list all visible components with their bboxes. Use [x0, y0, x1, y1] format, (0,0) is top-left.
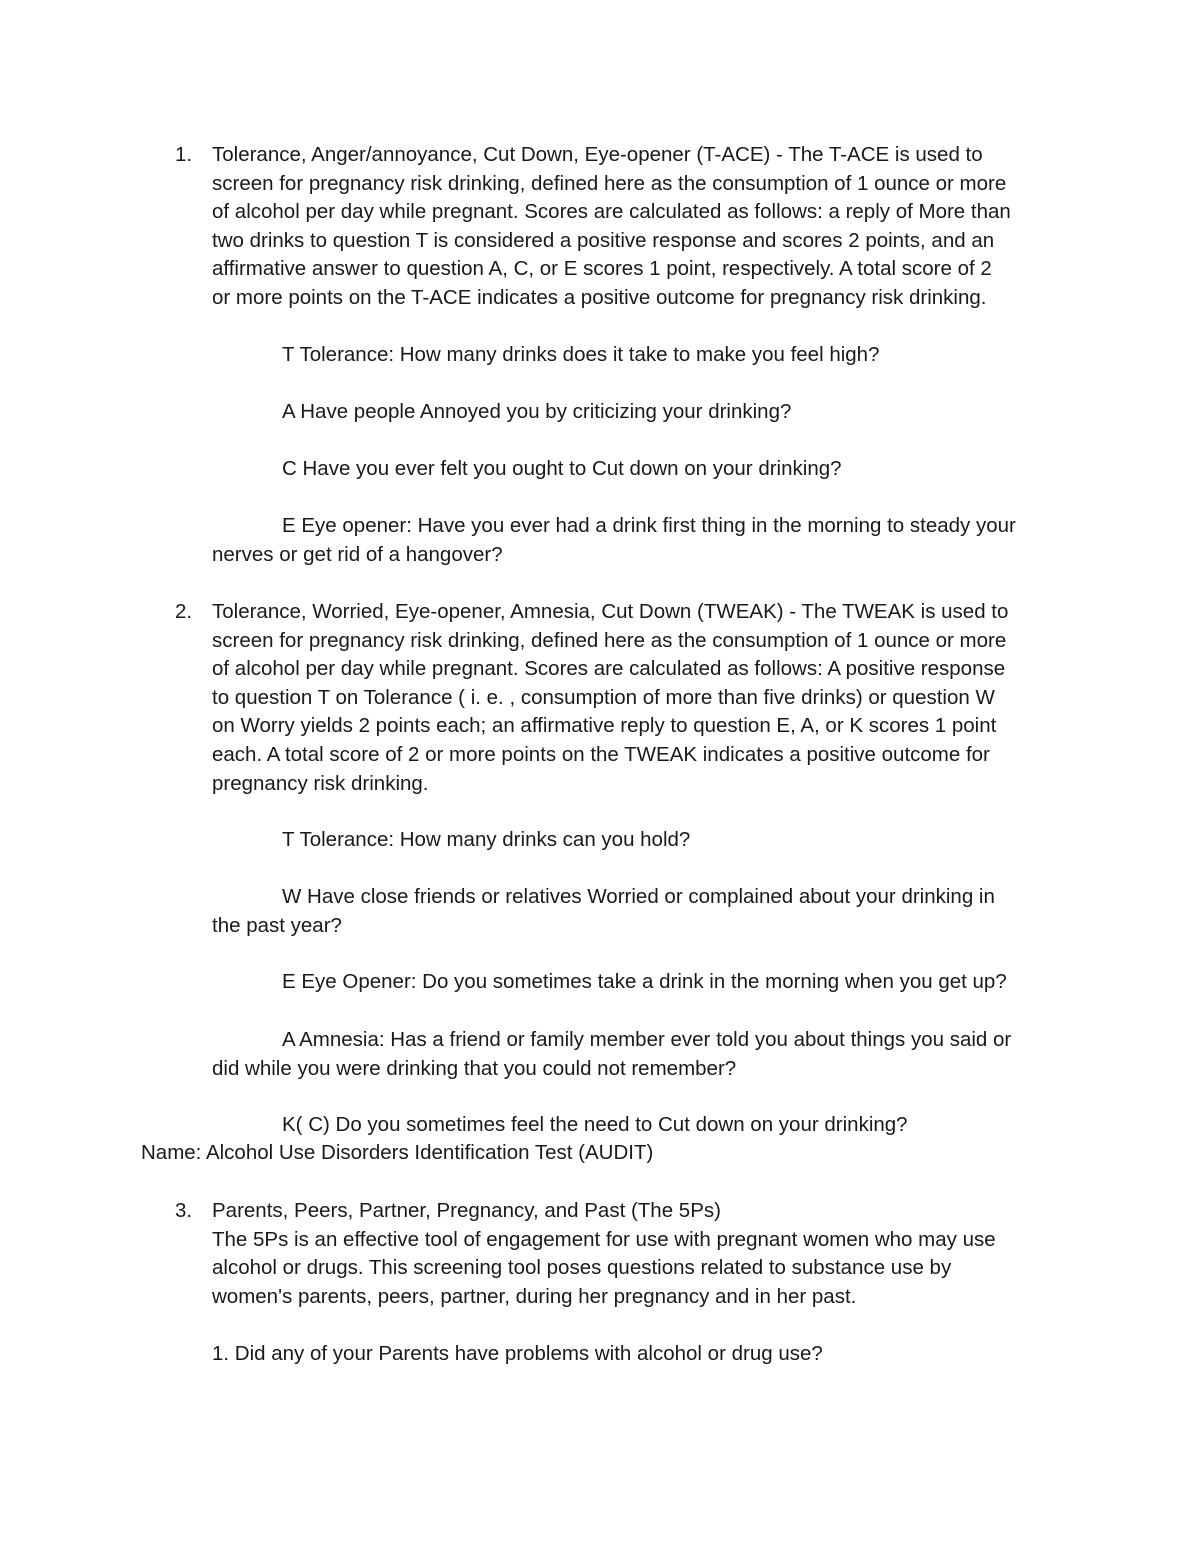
paragraph-line: of alcohol per day while pregnant. Scores are calculated as follows: A positive response [212, 657, 1006, 681]
question-text: A Amnesia: Has a friend or family member ever told you about things you said or [282, 1028, 1012, 1051]
paragraph-line: pregnancy risk drinking. [212, 771, 429, 795]
5ps-description [212, 1197, 1072, 1311]
paragraph-line: alcohol or drugs. This screening tool poses questions related to substance use by [212, 1256, 952, 1280]
paragraph-line: each. A total score of 2 or more points on the TWEAK indicates a positive outcome for [212, 742, 990, 766]
question-text: E Eye opener: Have you ever had a drink first thing in the morning to steady your [282, 514, 1016, 537]
tace-question-t [212, 341, 1072, 370]
paragraph-line: of alcohol per day while pregnant. Scores are calculated as follows: a reply of More than [212, 200, 1011, 224]
question-text: W Have close friends or relatives Worried or complained about your drinking in [282, 885, 995, 908]
list-number: 1. [175, 143, 193, 166]
tweak-question-w [212, 883, 1072, 940]
paragraph-line: or more points on the T-ACE indicates a positive outcome for pregnancy risk drinking. [212, 285, 987, 309]
question-text: T Tolerance: How many drinks does it take to make you feel high? [282, 343, 880, 366]
question-text: nerves or get rid of a hangover? [212, 542, 503, 566]
paragraph-line: The 5Ps is an effective tool of engagement for use with pregnant women who may use [212, 1227, 996, 1251]
question-text: E Eye Opener: Do you sometimes take a drink in the morning when you get up? [282, 970, 1007, 993]
question-text: 1. Did any of your Parents have problems with alcohol or drug use? [212, 1342, 823, 1365]
paragraph-line: affirmative answer to question A, C, or E scores 1 point, respectively. A total score of 2 [212, 257, 992, 281]
list-number: 2. [175, 600, 193, 623]
paragraph-line: two drinks to question T is considered a positive response and scores 2 points, and an [212, 228, 995, 252]
name-line: Name: Alcohol Use Disorders Identification Test (AUDIT) [141, 1141, 654, 1164]
5ps-question-1 [212, 1340, 1072, 1369]
paragraph-line: Tolerance, Worried, Eye-opener, Amnesia, Cut Down (TWEAK) - The TWEAK is used to [212, 600, 1009, 623]
tweak-question-t [212, 826, 1072, 855]
tace-description [212, 141, 1072, 313]
tace-question-c [212, 455, 1072, 484]
question-text: K( C) Do you sometimes feel the need to Cut down on your drinking? [282, 1113, 908, 1136]
tace-question-e [212, 512, 1072, 569]
tweak-question-k [212, 1111, 1072, 1140]
paragraph-line: to question T on Tolerance ( i. e. , consumption of more than five drinks) or question W [212, 685, 995, 709]
question-text: C Have you ever felt you ought to Cut down on your drinking? [282, 457, 842, 480]
question-text: T Tolerance: How many drinks can you hold? [282, 828, 691, 851]
question-text: did while you were drinking that you could not remember? [212, 1056, 737, 1080]
paragraph-line: screen for pregnancy risk drinking, defined here as the consumption of 1 ounce or more [212, 171, 1007, 195]
tweak-question-a [212, 1026, 1072, 1083]
paragraph-line: Tolerance, Anger/annoyance, Cut Down, Eye-opener (T-ACE) - The T-ACE is used to [212, 143, 983, 166]
paragraph-line: on Worry yields 2 points each; an affirmative reply to question E, A, or K scores 1 point [212, 714, 997, 738]
paragraph-line: screen for pregnancy risk drinking, defined here as the consumption of 1 ounce or more [212, 628, 1007, 652]
tweak-description [212, 598, 1072, 798]
tace-question-a [212, 398, 1072, 427]
paragraph-line: women's parents, peers, partner, during her pregnancy and in her past. [212, 1284, 857, 1308]
question-text: A Have people Annoyed you by criticizing your drinking? [282, 400, 792, 423]
tweak-question-e [212, 968, 1072, 997]
list-number: 3. [175, 1199, 193, 1222]
item-title: Parents, Peers, Partner, Pregnancy, and Past (The 5Ps) [212, 1199, 721, 1222]
question-text: the past year? [212, 913, 342, 937]
